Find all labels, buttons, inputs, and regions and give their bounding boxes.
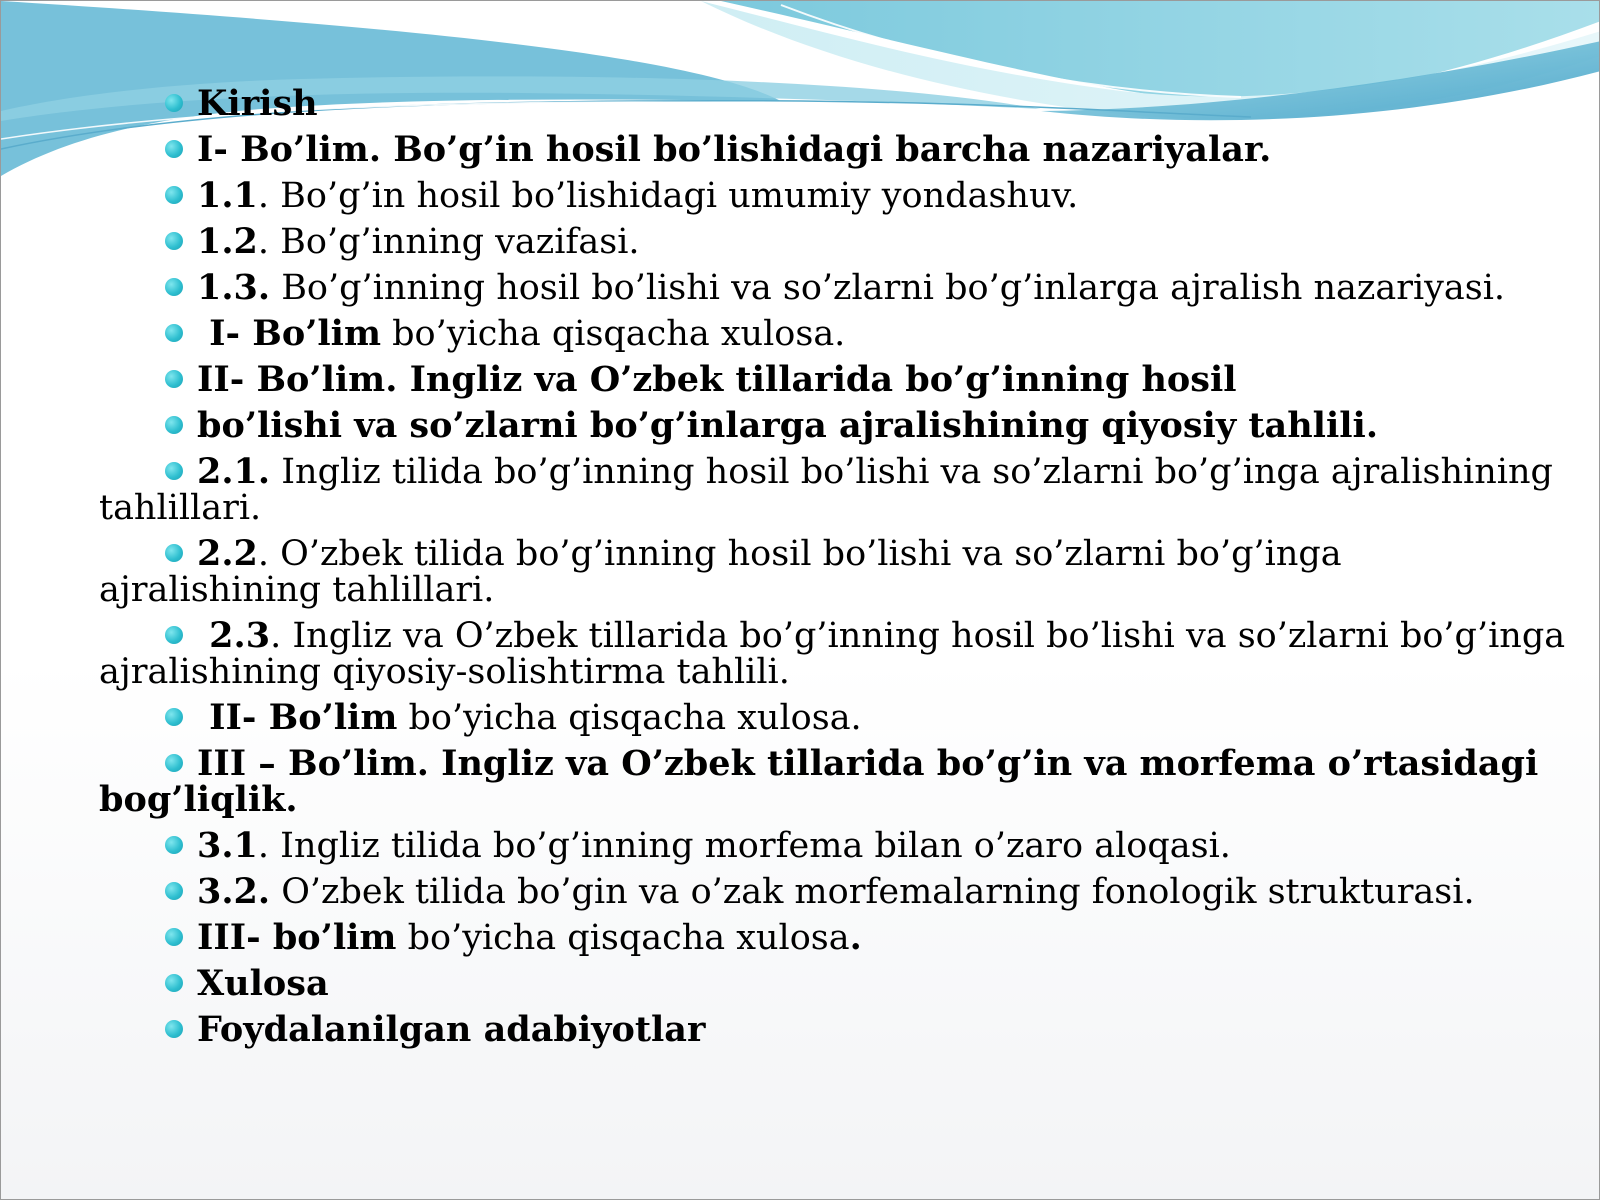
toc-item-section-3-summary: III- bo’lim bo’yicha qisqacha xulosa. bbox=[99, 920, 1569, 956]
bullet-icon bbox=[165, 1020, 183, 1038]
bullet-icon bbox=[165, 324, 183, 342]
toc-item-section-2-summary: II- Bo’lim bo’yicha qisqacha xulosa. bbox=[99, 700, 1569, 736]
toc-item-section-3: III – Bo’lim. Ingliz va O’zbek tillarida bo’g’in va morfema o’rtasidagi bog’liqlik. bbox=[99, 743, 1539, 820]
toc-item-kirish: Kirish bbox=[99, 86, 1569, 122]
toc-item-section-1-summary: I- Bo’lim bo’yicha qisqacha xulosa. bbox=[99, 316, 1569, 352]
bullet-icon bbox=[165, 462, 183, 480]
toc-item-xulosa: Xulosa bbox=[99, 966, 1569, 1002]
bullet-icon bbox=[165, 626, 183, 644]
toc-item-3-2: 3.2. O’zbek tilida bo’gin va o’zak morfemalarning fonologik strukturasi. bbox=[99, 874, 1569, 910]
toc-item-section-1: I- Bo’lim. Bo’g’in hosil bo’lishidagi barcha nazariyalar. bbox=[99, 132, 1569, 168]
toc-item-2-2: 2.2. O’zbek tilida bo’g’inning hosil bo’lishi va so’zlarni bo’g’inga ajralishining tahlillari. bbox=[99, 533, 1342, 610]
toc-item-1-2: 1.2. Bo’g’inning vazifasi. bbox=[99, 224, 1569, 260]
toc-item-section-2-line-1: II- Bo’lim. Ingliz va O’zbek tillarida bo’g’inning hosil bbox=[99, 362, 1569, 398]
bullet-icon bbox=[165, 140, 183, 158]
bullet-icon bbox=[165, 232, 183, 250]
toc-item-1-1: 1.1. Bo’g’in hosil bo’lishidagi umumiy yondashuv. bbox=[99, 178, 1569, 214]
bullet-icon bbox=[165, 278, 183, 296]
bullet-icon bbox=[165, 94, 183, 112]
bullet-icon bbox=[165, 416, 183, 434]
bullet-icon bbox=[165, 974, 183, 992]
bullet-icon bbox=[165, 186, 183, 204]
toc-item-2-3: 2.3. Ingliz va O’zbek tillarida bo’g’inning hosil bo’lishi va so’zlarni bo’g’inga ajralishining qiyosiy-solishtirma tahlili. bbox=[99, 615, 1566, 692]
toc-item-references: Foydalanilgan adabiyotlar bbox=[99, 1012, 1569, 1048]
toc-item-section-2-line-2: bo’lishi va so’zlarni bo’g’inlarga ajralishining qiyosiy tahlili. bbox=[99, 408, 1569, 444]
toc-item-1-3: 1.3. Bo’g’inning hosil bo’lishi va so’zlarni bo’g’inlarga ajralish nazariyasi. bbox=[99, 270, 1569, 306]
bullet-icon bbox=[165, 882, 183, 900]
bullet-icon bbox=[165, 928, 183, 946]
bullet-icon bbox=[165, 544, 183, 562]
toc-item-2-1: 2.1. Ingliz tilida bo’g’inning hosil bo’lishi va so’zlarni bo’g’inga ajralishining tahlillari. bbox=[99, 451, 1553, 528]
toc-item-3-1: 3.1. Ingliz tilida bo’g’inning morfema bilan o’zaro aloqasi. bbox=[99, 828, 1569, 864]
bullet-icon bbox=[165, 708, 183, 726]
bullet-icon bbox=[165, 754, 183, 772]
table-of-contents bbox=[99, 83, 1569, 1058]
bullet-icon bbox=[165, 370, 183, 388]
bullet-icon bbox=[165, 836, 183, 854]
